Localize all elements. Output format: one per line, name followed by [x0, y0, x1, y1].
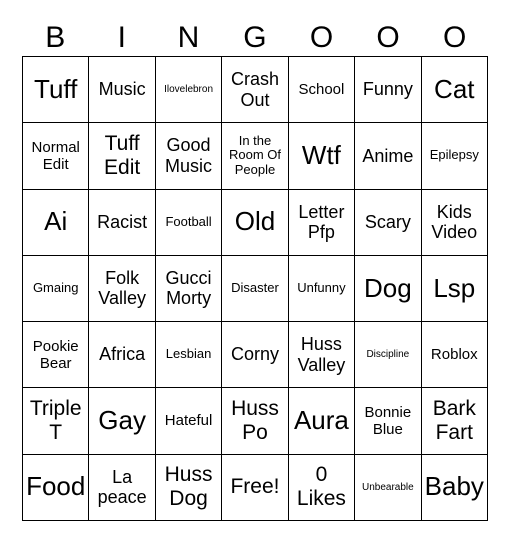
bingo-cell[interactable]: Discipline	[355, 322, 421, 388]
bingo-cell[interactable]: Tuff	[23, 57, 89, 123]
bingo-cell[interactable]: Bonnie Blue	[355, 388, 421, 454]
bingo-cell[interactable]: Letter Pfp	[289, 190, 355, 256]
header-letter: O	[309, 21, 334, 54]
bingo-cell[interactable]: Corny	[222, 322, 288, 388]
bingo-cell[interactable]: Gucci Morty	[156, 256, 222, 322]
bingo-cell[interactable]: Tuff Edit	[89, 123, 155, 189]
bingo-cell[interactable]: Crash Out	[222, 57, 288, 123]
bingo-cell[interactable]: Free!	[222, 455, 288, 521]
bingo-cell[interactable]: Unbearable	[355, 455, 421, 521]
bingo-cell[interactable]: Huss Po	[222, 388, 288, 454]
bingo-cell[interactable]: Triple T	[23, 388, 89, 454]
bingo-cell[interactable]: Pookie Bear	[23, 322, 89, 388]
bingo-cell[interactable]: Hateful	[156, 388, 222, 454]
bingo-cell[interactable]: Kids Video	[422, 190, 488, 256]
bingo-cell[interactable]: Wtf	[289, 123, 355, 189]
bingo-cell[interactable]: In the Room Of People	[222, 123, 288, 189]
bingo-cell[interactable]: Funny	[355, 57, 421, 123]
bingo-cell[interactable]: Roblox	[422, 322, 488, 388]
bingo-cell[interactable]: Anime	[355, 123, 421, 189]
bingo-cell[interactable]: Ilovelebron	[156, 57, 222, 123]
bingo-cell[interactable]: Normal Edit	[23, 123, 89, 189]
bingo-cell[interactable]: Music	[89, 57, 155, 123]
bingo-cell[interactable]: Scary	[355, 190, 421, 256]
bingo-cell[interactable]: Aura	[289, 388, 355, 454]
bingo-cell[interactable]: Lsp	[422, 256, 488, 322]
bingo-cell[interactable]: Cat	[422, 57, 488, 123]
bingo-cell[interactable]: Disaster	[222, 256, 288, 322]
bingo-grid	[22, 56, 488, 521]
bingo-cell[interactable]: Africa	[89, 322, 155, 388]
bingo-cell[interactable]: Folk Valley	[89, 256, 155, 322]
bingo-cell[interactable]: School	[289, 57, 355, 123]
bingo-cell[interactable]: Good Music	[156, 123, 222, 189]
bingo-cell[interactable]: Football	[156, 190, 222, 256]
bingo-cell[interactable]: Ai	[23, 190, 89, 256]
bingo-cell[interactable]: Epilepsy	[422, 123, 488, 189]
bingo-cell[interactable]: Food	[23, 455, 89, 521]
header-letter: G	[243, 21, 267, 54]
header-letter: B	[45, 21, 66, 54]
header-letter: N	[177, 21, 200, 54]
bingo-cell[interactable]: La peace	[89, 455, 155, 521]
bingo-cell[interactable]: Dog	[355, 256, 421, 322]
bingo-cell[interactable]: Huss Valley	[289, 322, 355, 388]
bingo-cell[interactable]: Bark Fart	[422, 388, 488, 454]
header-letter: O	[376, 21, 400, 54]
header-letter: O	[442, 21, 467, 54]
bingo-header	[22, 22, 488, 54]
bingo-cell[interactable]: Gmaing	[23, 256, 89, 322]
bingo-cell[interactable]: Old	[222, 190, 288, 256]
bingo-cell[interactable]: Lesbian	[156, 322, 222, 388]
header-letter: I	[117, 21, 127, 54]
bingo-cell[interactable]: 0 Likes	[289, 455, 355, 521]
bingo-cell[interactable]: Baby	[422, 455, 488, 521]
bingo-cell[interactable]: Racist	[89, 190, 155, 256]
bingo-cell[interactable]: Unfunny	[289, 256, 355, 322]
bingo-cell[interactable]: Huss Dog	[156, 455, 222, 521]
bingo-cell[interactable]: Gay	[89, 388, 155, 454]
